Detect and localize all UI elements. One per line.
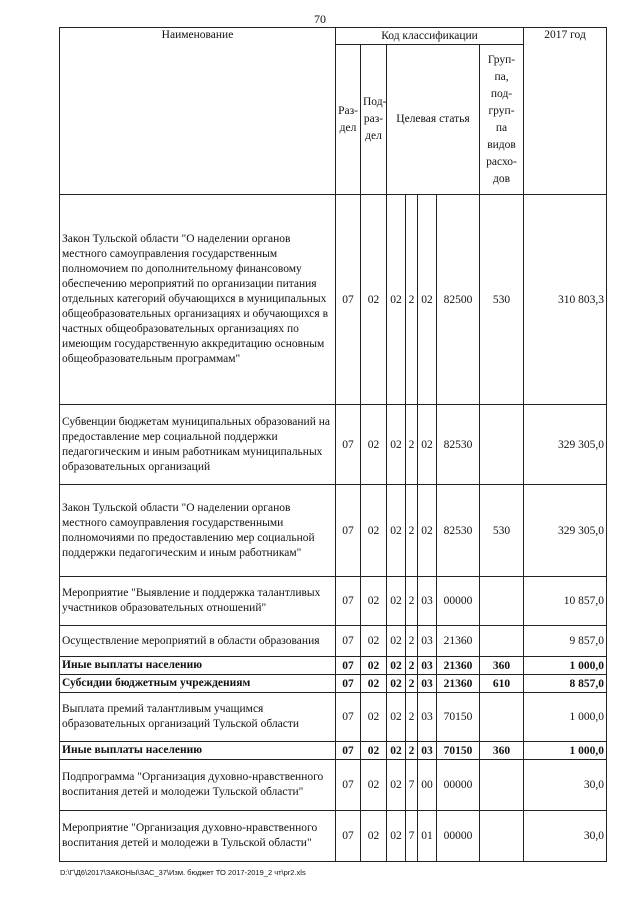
row-podrazdel: 02 — [361, 195, 387, 405]
row-t4: 00000 — [437, 760, 480, 811]
budget-table — [59, 27, 607, 862]
row-name: Мероприятие "Выявление и поддержка талантливых участников образовательных отношений" — [60, 577, 336, 626]
row-t3: 03 — [418, 675, 437, 693]
row-razdel: 07 — [336, 742, 361, 760]
row-podrazdel: 02 — [361, 405, 387, 485]
row-t4: 21360 — [437, 626, 480, 657]
row-name: Иные выплаты населению — [60, 657, 336, 675]
row-amount: 8 857,0 — [524, 675, 607, 693]
row-razdel: 07 — [336, 577, 361, 626]
row-t2: 2 — [406, 405, 418, 485]
row-vid — [480, 760, 524, 811]
header-target-article: Целевая статья — [387, 45, 480, 195]
row-razdel: 07 — [336, 626, 361, 657]
row-amount: 30,0 — [524, 811, 607, 862]
row-podrazdel: 02 — [361, 742, 387, 760]
table-row — [60, 195, 607, 405]
table-row — [60, 675, 607, 693]
row-t1: 02 — [387, 485, 406, 577]
row-t4: 70150 — [437, 742, 480, 760]
header-year: 2017 год — [524, 28, 607, 195]
row-podrazdel: 02 — [361, 626, 387, 657]
row-t3: 03 — [418, 626, 437, 657]
row-name: Субсидии бюджетным учреждениям — [60, 675, 336, 693]
row-t2: 2 — [406, 657, 418, 675]
row-podrazdel: 02 — [361, 693, 387, 742]
row-t1: 02 — [387, 405, 406, 485]
page-number: 70 — [314, 12, 326, 26]
row-t4: 82530 — [437, 485, 480, 577]
row-t2: 2 — [406, 195, 418, 405]
row-vid — [480, 811, 524, 862]
row-podrazdel: 02 — [361, 675, 387, 693]
table-row — [60, 485, 607, 577]
row-t4: 00000 — [437, 577, 480, 626]
row-podrazdel: 02 — [361, 485, 387, 577]
row-t4: 70150 — [437, 693, 480, 742]
row-t2: 7 — [406, 760, 418, 811]
row-t2: 7 — [406, 811, 418, 862]
header-classification: Код классификации — [336, 28, 524, 45]
row-t2: 2 — [406, 577, 418, 626]
row-razdel: 07 — [336, 657, 361, 675]
row-t1: 02 — [387, 626, 406, 657]
table-row — [60, 405, 607, 485]
row-name: Закон Тульской области "О наделении органов местного самоуправления государственным полномочием по дополнительному финансовому обеспечению мероприятий по организации питания отдельных категорий обучающихся в муниципальных общеобразовательных организациях и обучающихся в частных общеобразовательных организациях по имеющим государственную аккредитацию основным общеобразовательным программам" — [60, 195, 336, 405]
row-vid — [480, 405, 524, 485]
row-t4: 21360 — [437, 657, 480, 675]
row-vid — [480, 626, 524, 657]
row-amount: 1 000,0 — [524, 742, 607, 760]
row-vid: 360 — [480, 657, 524, 675]
row-podrazdel: 02 — [361, 577, 387, 626]
row-t2: 2 — [406, 693, 418, 742]
row-razdel: 07 — [336, 195, 361, 405]
row-razdel: 07 — [336, 675, 361, 693]
row-t1: 02 — [387, 742, 406, 760]
row-t3: 00 — [418, 760, 437, 811]
table-row — [60, 742, 607, 760]
row-t1: 02 — [387, 195, 406, 405]
row-podrazdel: 02 — [361, 760, 387, 811]
table-row — [60, 811, 607, 862]
row-name: Осуществление мероприятий в области образования — [60, 626, 336, 657]
row-t3: 03 — [418, 693, 437, 742]
row-t3: 02 — [418, 405, 437, 485]
row-t1: 02 — [387, 675, 406, 693]
footer-file-path: D:\Г\Д6\2017\ЗАКОНЫ\ЗАС_37\Изм. бюджет ТО 2017-2019_2 чт\pr2.xls — [60, 868, 306, 877]
row-razdel: 07 — [336, 693, 361, 742]
row-name: Иные выплаты населению — [60, 742, 336, 760]
row-t1: 02 — [387, 657, 406, 675]
row-name: Субвенции бюджетам муниципальных образований на предоставление мер социальной поддержки педагогическим и иным работникам муниципальных образовательных организаций — [60, 405, 336, 485]
row-t2: 2 — [406, 742, 418, 760]
row-amount: 1 000,0 — [524, 693, 607, 742]
row-amount: 9 857,0 — [524, 626, 607, 657]
row-amount: 329 305,0 — [524, 405, 607, 485]
row-razdel: 07 — [336, 485, 361, 577]
row-t2: 2 — [406, 485, 418, 577]
table-row — [60, 577, 607, 626]
table-row — [60, 657, 607, 675]
row-t2: 2 — [406, 675, 418, 693]
header-name: Наименование — [60, 28, 336, 195]
row-t4: 82500 — [437, 195, 480, 405]
row-amount: 10 857,0 — [524, 577, 607, 626]
row-t3: 02 — [418, 485, 437, 577]
row-razdel: 07 — [336, 811, 361, 862]
row-t1: 02 — [387, 693, 406, 742]
row-vid: 360 — [480, 742, 524, 760]
row-name: Выплата премий талантливым учащимся образовательных организаций Тульской области — [60, 693, 336, 742]
row-vid — [480, 577, 524, 626]
table-row — [60, 693, 607, 742]
row-amount: 329 305,0 — [524, 485, 607, 577]
row-t3: 03 — [418, 742, 437, 760]
row-vid: 610 — [480, 675, 524, 693]
row-t3: 01 — [418, 811, 437, 862]
row-t1: 02 — [387, 811, 406, 862]
table-row — [60, 626, 607, 657]
row-vid: 530 — [480, 195, 524, 405]
row-podrazdel: 02 — [361, 811, 387, 862]
row-amount: 30,0 — [524, 760, 607, 811]
header-section: Раз- дел — [336, 45, 361, 195]
row-podrazdel: 02 — [361, 657, 387, 675]
row-name: Закон Тульской области "О наделении органов местного самоуправления государственными полномочиями по предоставлению мер социальной поддержки педагогическим и иным работникам" — [60, 485, 336, 577]
row-t3: 02 — [418, 195, 437, 405]
row-t3: 03 — [418, 657, 437, 675]
header-expense-group: Груп- па, под- груп- па видов расхо- дов — [480, 45, 524, 195]
row-name: Мероприятие "Организация духовно-нравственного воспитания детей и молодежи в Тульской области" — [60, 811, 336, 862]
row-t4: 00000 — [437, 811, 480, 862]
row-vid — [480, 693, 524, 742]
row-t4: 82530 — [437, 405, 480, 485]
row-amount: 310 803,3 — [524, 195, 607, 405]
table-row — [60, 760, 607, 811]
row-t3: 03 — [418, 577, 437, 626]
row-t4: 21360 — [437, 675, 480, 693]
row-name: Подпрограмма "Организация духовно-нравственного воспитания детей и молодежи Тульской области" — [60, 760, 336, 811]
row-t1: 02 — [387, 760, 406, 811]
row-t2: 2 — [406, 626, 418, 657]
header-subsection: Под- раз- дел — [361, 45, 387, 195]
row-razdel: 07 — [336, 760, 361, 811]
row-t1: 02 — [387, 577, 406, 626]
row-razdel: 07 — [336, 405, 361, 485]
row-amount: 1 000,0 — [524, 657, 607, 675]
row-vid: 530 — [480, 485, 524, 577]
table-body — [60, 195, 607, 862]
